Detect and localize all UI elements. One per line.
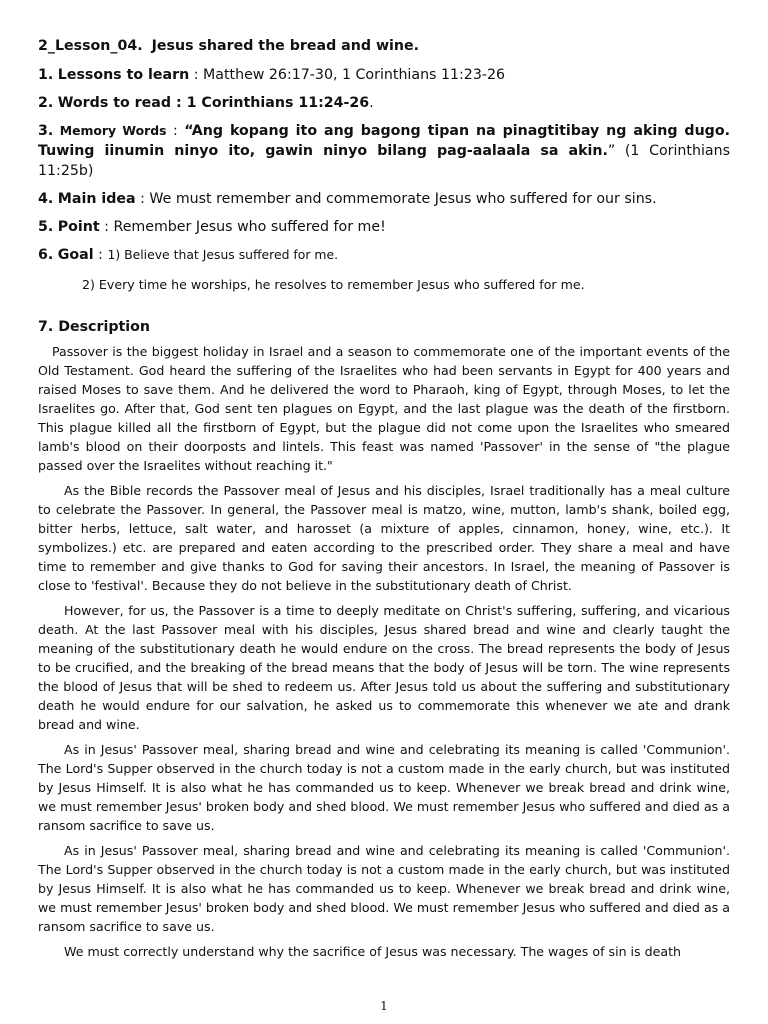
- item-main-idea: [38, 189, 730, 209]
- memory-reference: (1 Corinthians 11:25b): [38, 143, 730, 179]
- item-value: Remember Jesus who suffered for me!: [113, 219, 386, 235]
- item-label: Words to read: [57, 95, 172, 111]
- item-value: Matthew 26:17-30, 1 Corinthians 11:23-26: [203, 67, 506, 83]
- goal-1: 1) Believe that Jesus suffered for me.: [107, 247, 339, 262]
- page-number: 1: [380, 999, 388, 1013]
- item-label: Point: [57, 219, 100, 235]
- item-number: 6.: [38, 247, 54, 263]
- lesson-heading: Jesus shared the bread and wine.: [151, 38, 420, 54]
- item-separator: :: [93, 247, 108, 263]
- item-number: 3.: [38, 123, 54, 139]
- item-number: 5.: [38, 219, 54, 235]
- item-lessons-to-learn: [38, 65, 730, 85]
- item-words-to-read: [38, 93, 730, 113]
- lesson-code: 2_Lesson_04.: [38, 38, 143, 54]
- item-label: Memory Words: [59, 123, 167, 138]
- item-separator: :: [135, 191, 150, 207]
- item-value: 1 Corinthians 11:24-26: [186, 95, 370, 111]
- goal-2: 2) Every time he worships, he resolves to remember Jesus who suffered for me.: [82, 277, 585, 292]
- paragraph: As the Bible records the Passover meal of Jesus and his disciples, Israel traditionally has a meal culture to celebrate the Passover. In general, the Passover meal is matzo, wine, mutton, lamb's shank, boiled egg, bitter herbs, lettuce, salt water, and harosset (a mixture of apples, cinnamon, honey, wine, etc.). It symbolizes.) etc. are prepared and eaten according to the prescribed order. They share a meal and have time to remember and give thanks to God for saving their ancestors. In Israel, the meaning of Passover is close to 'festival'. Because they do not believe in the substitutionary death of Christ.: [38, 483, 730, 593]
- item-label: Main idea: [57, 191, 136, 207]
- paragraph: As in Jesus' Passover meal, sharing bread and wine and celebrating its meaning is called 'Communion'. The Lord's Supper observed in the church today is not a custom made in the early church, but was instituted by Jesus Himself. It is also what he has commanded us to keep. Whenever we break bread and drink wine, we must remember Jesus' broken body and shed blood. We must remember Jesus who suffered and died as a ransom sacrifice to save us.: [38, 742, 730, 833]
- item-memory-words: [38, 121, 730, 181]
- item-separator: :: [166, 123, 185, 139]
- item-value: We must remember and commemorate Jesus who suffered for our sins.: [149, 191, 657, 207]
- item-separator: :: [189, 67, 204, 83]
- item-goal: [38, 245, 730, 265]
- item-label: Lessons to learn: [57, 67, 190, 83]
- paragraph: As in Jesus' Passover meal, sharing bread and wine and celebrating its meaning is called 'Communion'. The Lord's Supper observed in the church today is not a custom made in the early church, but was instituted by Jesus Himself. It is also what he has commanded us to keep. Whenever we break bread and drink wine, we must remember Jesus' broken body and shed blood. We must remember Jesus who suffered and died as a ransom sacrifice to save us.: [38, 843, 730, 934]
- lesson-title: [38, 36, 730, 56]
- item-number: 4.: [38, 191, 54, 207]
- item-point: [38, 217, 730, 237]
- paragraph: Passover is the biggest holiday in Israel and a season to commemorate one of the important events of the Old Testament. God heard the suffering of the Israelites who had been servants in Egypt for 400 years and raised Moses to save them. And he delivered the word to Pharaoh, king of Egypt, through Moses, to let the Israelites go. After that, God sent ten plagues on Egypt, and the last plague was the death of the firstborn. This plague killed all the firstborn of Egypt, but the plague did not come upon the Israelites who smeared lamb's blood on their doorposts and lintels. This feast was named 'Passover' in the sense of "the plague passed over the Israelites without reaching it.": [38, 344, 730, 473]
- item-number: 2.: [38, 95, 54, 111]
- paragraph: However, for us, the Passover is a time to deeply meditate on Christ's suffering, suffering, and vicarious death. At the last Passover meal with his disciples, Jesus shared bread and wine and clearly taught the meaning of the substitutionary death he would endure on the cross. The bread represents the body of Jesus to be crucified, and the breaking of the bread means that the body of Jesus will be torn. The wine represents the blood of Jesus that will be shed to redeem us. After Jesus told us about the suffering and substitutionary death he would endure for our salvation, he asked us to commemorate this whenever we ate and drank bread and wine.: [38, 603, 730, 732]
- item-separator: :: [171, 95, 187, 111]
- item-separator: :: [99, 219, 114, 235]
- paragraph-continued: We must correctly understand why the sacrifice of Jesus was necessary. The wages of sin is death: [64, 944, 681, 959]
- memory-verse: “Ang kopang ito ang bagong tipan na pinagtitibay ng aking dugo. Tuwing iinumin ninyo ito, gawin ninyo bilang pag-aalaala sa akin.: [38, 123, 730, 159]
- item-end: .: [369, 95, 374, 111]
- item-number: 1.: [38, 67, 54, 83]
- description-heading: 7. Description: [38, 319, 150, 335]
- memory-quote-close: ”: [607, 143, 616, 159]
- item-label: Goal: [57, 247, 94, 263]
